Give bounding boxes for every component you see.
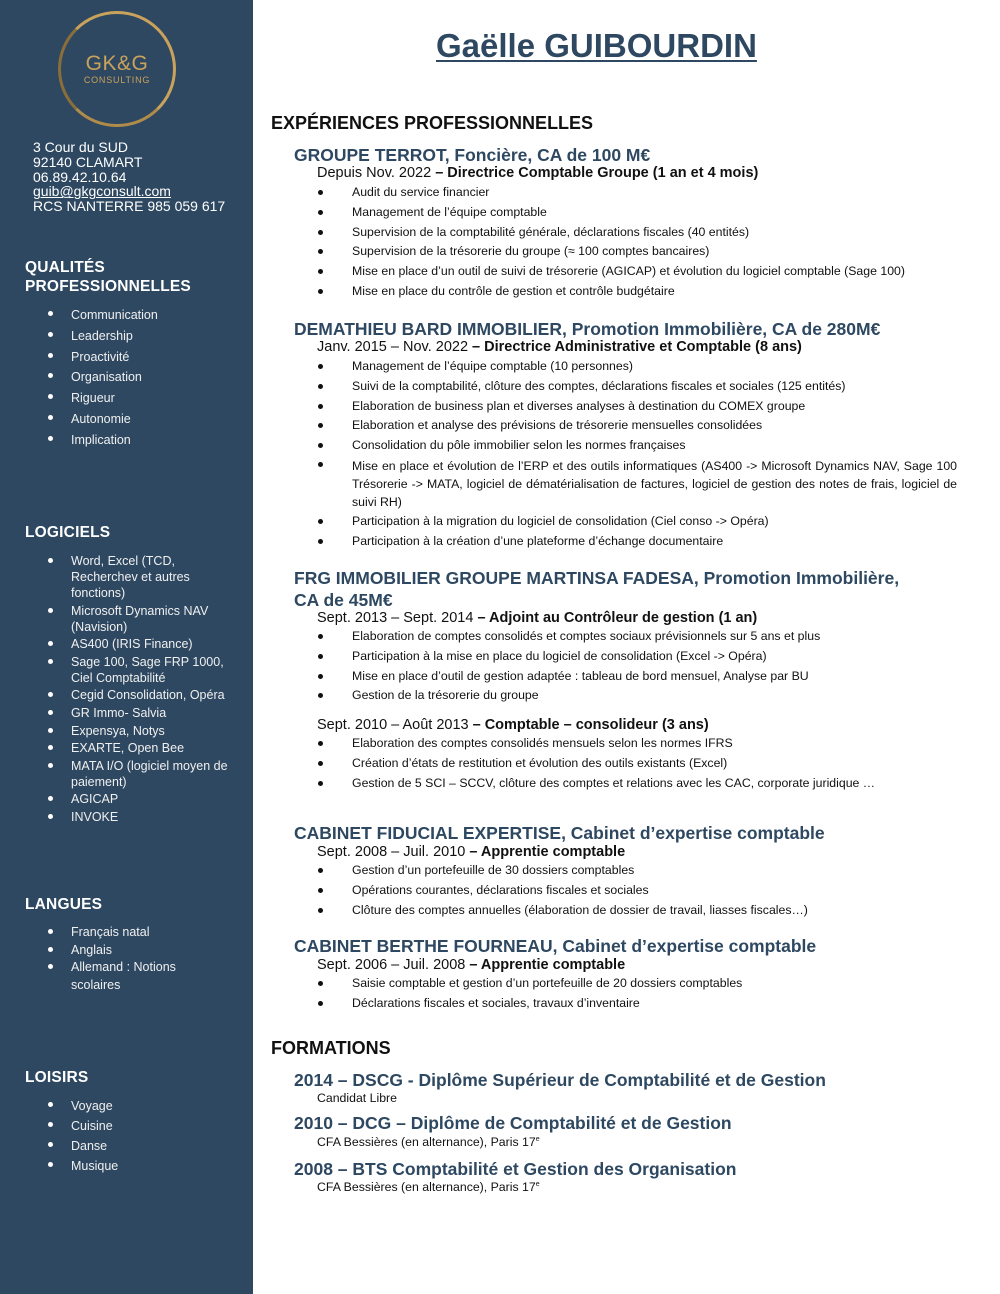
list-item: Participation à la mise en place du logiciel de consolidation (Excel -> Opéra) — [317, 647, 957, 667]
job-title: – Adjoint au Contrôleur de gestion (1 an) — [477, 610, 758, 626]
job-tasks — [317, 974, 957, 1014]
list-item: Proactivité — [48, 347, 238, 368]
list-item: Supervision de la comptabilité générale, déclarations fiscales (40 entités) — [317, 223, 957, 243]
list-item: Anglais — [48, 942, 218, 960]
job-company: CABINET FIDUCIAL EXPERTISE, Cabinet d’expertise comptable — [294, 823, 825, 843]
formation-title: 2008 – BTS Comptabilité et Gestion des Organisation — [294, 1159, 737, 1179]
formation-title: 2010 – DCG – Diplôme de Comptabilité et de Gestion — [294, 1113, 732, 1133]
job-period: Depuis Nov. 2022 — [317, 165, 432, 181]
job-title: – Directrice Administrative et Comptable (8 ans) — [472, 339, 802, 355]
list-item: Mise en place d’outil de gestion adaptée : tableau de bord mensuel, Analyse par BU — [317, 667, 957, 687]
list-item: Cuisine — [48, 1116, 238, 1136]
list-item: Consolidation du pôle immobilier selon les normes françaises — [317, 436, 957, 456]
list-item: Cegid Consolidation, Opéra — [48, 687, 230, 703]
list-item: Suivi de la comptabilité, clôture des comptes, déclarations fiscales et sociales (125 entités) — [317, 377, 957, 397]
job-period: Janv. 2015 – Nov. 2022 — [317, 339, 469, 355]
loisirs-heading: LOISIRS — [25, 1069, 89, 1086]
list-item: Mise en place d’un outil de suivi de trésorerie (AGICAP) et évolution du logiciel comptable (Sage 100) — [317, 262, 957, 282]
list-item: AGICAP — [48, 791, 230, 807]
list-item: Opérations courantes, déclarations fiscales et sociales — [317, 881, 957, 901]
job-company: FRG IMMOBILIER GROUPE MARTINSA FADESA, Promotion Immobilière, — [294, 568, 900, 588]
list-item: Participation à la migration du logiciel de consolidation (Ciel conso -> Opéra) — [317, 512, 957, 532]
list-item: Saisie comptable et gestion d’un portefeuille de 20 dossiers comptables — [317, 974, 957, 994]
contact-address: 3 Cour du SUD — [33, 139, 128, 155]
job-period: Sept. 2006 – Juil. 2008 — [317, 957, 466, 973]
qualites-heading-line2: PROFESSIONNELLES — [25, 278, 191, 295]
experiences-heading: EXPÉRIENCES PROFESSIONNELLES — [271, 113, 594, 133]
list-item: Déclarations fiscales et sociales, travaux d’inventaire — [317, 994, 957, 1014]
list-item: Français natal — [48, 924, 218, 942]
list-item: Autonomie — [48, 409, 238, 430]
list-item: Management de l’équipe comptable (10 personnes) — [317, 357, 957, 377]
list-item: Musique — [48, 1156, 238, 1176]
list-item: Organisation — [48, 367, 238, 388]
job-tasks — [317, 734, 957, 793]
list-item: Elaboration de comptes consolidés et comptes sociaux prévisionnels sur 5 ans et plus — [317, 627, 957, 647]
qualites-heading-line1: QUALITÉS — [25, 259, 105, 276]
list-item: Gestion de 5 SCI – SCCV, clôture des comptes et relations avec les CAC, corporate juridique … — [317, 774, 957, 794]
job-company: CABINET BERTHE FOURNEAU, Cabinet d’expertise comptable — [294, 936, 817, 956]
qualites-heading — [25, 258, 191, 296]
contact-phone: 06.89.42.10.64 — [33, 168, 127, 185]
list-item: INVOKE — [48, 809, 230, 825]
list-item: Word, Excel (TCD, Recherchev et autres fonctions) — [48, 553, 230, 601]
formation-school: Candidat Libre — [317, 1091, 397, 1105]
loisirs-list — [48, 1096, 238, 1176]
langues-heading: LANGUES — [25, 896, 103, 913]
list-item: Communication — [48, 305, 238, 326]
job-role — [317, 610, 757, 626]
formation-school-sup: e — [535, 1180, 540, 1188]
formation-title: 2014 – DSCG - Diplôme Supérieur de Comptabilité et de Gestion — [294, 1070, 826, 1090]
job-role — [317, 844, 625, 860]
list-item: AS400 (IRIS Finance) — [48, 636, 230, 652]
list-item: Clôture des comptes annuelles (élaboration de dossier de travail, liasses fiscales…) — [317, 901, 957, 921]
job-company-continued: CA de 45M€ — [294, 590, 393, 610]
logiciels-heading: LOGICIELS — [25, 524, 111, 541]
job-title: – Apprentie comptable — [469, 844, 626, 860]
job-role — [317, 717, 709, 733]
sidebar — [0, 0, 253, 1294]
list-item: GR Immo- Salvia — [48, 705, 230, 721]
list-item: Management de l’équipe comptable — [317, 203, 957, 223]
logo-title: GK&G — [85, 52, 149, 75]
qualites-list — [48, 305, 238, 451]
candidate-name: Gaëlle GUIBOURDIN — [436, 27, 757, 64]
formation-school-sup: e — [535, 1135, 540, 1143]
job-title: – Apprentie comptable — [469, 957, 626, 973]
job-role — [317, 339, 802, 355]
list-item: Expensya, Notys — [48, 723, 230, 739]
job-title: – Comptable – consolideur (3 ans) — [472, 717, 709, 733]
langues-list — [48, 924, 218, 994]
list-item: Participation à la création d’une plateforme d’échange documentaire — [317, 532, 957, 552]
logiciels-list — [48, 553, 230, 827]
list-item: Création d’états de restitution et évolution des outils existants (Excel) — [317, 754, 957, 774]
job-company: GROUPE TERROT, Foncière, CA de 100 M€ — [294, 145, 651, 165]
list-item: Leadership — [48, 326, 238, 347]
job-tasks — [317, 357, 957, 552]
list-item: Mise en place et évolution de l’ERP et des outils informatiques (AS400 -> Microsoft Dynamics NAV, Sage 100 Trésorerie -> MATA, logiciel de dématérialisation de factures, logiciel de gestion des notes de frais, logiciel de suivi RH) — [317, 456, 957, 512]
list-item: Elaboration de business plan et diverses analyses à destination du COMEX groupe — [317, 397, 957, 417]
list-item: Allemand : Notions scolaires — [48, 959, 218, 994]
company-logo — [58, 11, 176, 127]
list-item: Mise en place du contrôle de gestion et contrôle budgétaire — [317, 282, 957, 302]
list-item: Sage 100, Sage FRP 1000, Ciel Comptabilité — [48, 654, 230, 686]
list-item: Supervision de la trésorerie du groupe (≈ 100 comptes bancaires) — [317, 242, 957, 262]
job-period: Sept. 2010 – Août 2013 — [317, 717, 469, 733]
list-item: Elaboration et analyse des prévisions de trésorerie mensuelles consolidées — [317, 416, 957, 436]
formation-school-text: CFA Bessières (en alternance), Paris 17 — [317, 1135, 536, 1149]
formation-school — [317, 1135, 540, 1149]
formations-heading: FORMATIONS — [271, 1038, 391, 1058]
contact-email-link[interactable]: guib@gkgconsult.com — [33, 183, 171, 200]
list-item: Audit du service financier — [317, 183, 957, 203]
job-period: Sept. 2013 – Sept. 2014 — [317, 610, 474, 626]
formation-school-text: CFA Bessières (en alternance), Paris 17 — [317, 1180, 536, 1194]
list-item: Danse — [48, 1136, 238, 1156]
job-period: Sept. 2008 – Juil. 2010 — [317, 844, 466, 860]
list-item: Implication — [48, 430, 238, 451]
list-item: Gestion de la trésorerie du groupe — [317, 686, 957, 706]
job-role — [317, 165, 758, 181]
list-item: MATA I/O (logiciel moyen de paiement) — [48, 758, 230, 790]
job-company: DEMATHIEU BARD IMMOBILIER, Promotion Immobilière, CA de 280M€ — [294, 319, 881, 339]
formation-school — [317, 1180, 540, 1194]
logo-subtitle: CONSULTING — [83, 75, 151, 85]
job-tasks — [317, 861, 957, 920]
list-item: Microsoft Dynamics NAV (Navision) — [48, 603, 230, 635]
list-item: Gestion d’un portefeuille de 30 dossiers comptables — [317, 861, 957, 881]
contact-block — [33, 140, 225, 214]
list-item: Elaboration des comptes consolidés mensuels selon les normes IFRS — [317, 734, 957, 754]
contact-rcs: RCS NANTERRE 985 059 617 — [33, 198, 226, 215]
job-role — [317, 957, 625, 973]
list-item: Rigueur — [48, 388, 238, 409]
list-item: Voyage — [48, 1096, 238, 1116]
job-title: – Directrice Comptable Groupe (1 an et 4 mois) — [435, 165, 759, 181]
contact-city: 92140 CLAMART — [33, 153, 143, 170]
job-tasks — [317, 627, 957, 706]
list-item: EXARTE, Open Bee — [48, 740, 230, 756]
job-tasks — [317, 183, 957, 302]
